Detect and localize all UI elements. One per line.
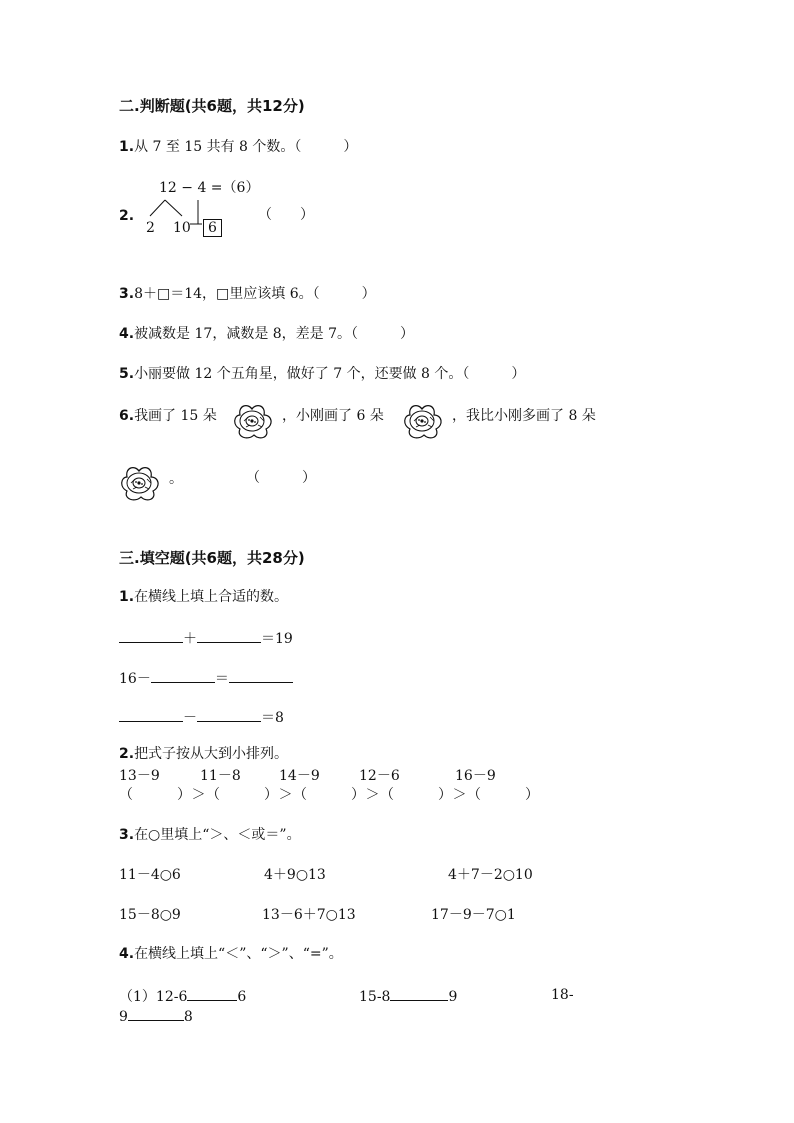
- answer-blank[interactable]: [390, 986, 448, 1001]
- question-text-part3: ，我比小刚多画了 8 朵: [452, 408, 596, 424]
- equation-line-1: ＋ ＝19: [119, 628, 293, 648]
- judge-question-4: [119, 325, 414, 343]
- section-title: 三.填空题(共6题，共28分): [119, 549, 305, 567]
- question-text: 在横线上填上合适的数。: [134, 589, 289, 605]
- judge-question-1: [119, 138, 357, 156]
- compare-item[interactable]: 13－6＋7○13: [262, 907, 356, 923]
- question-text-part1: 我画了 15 朵: [134, 408, 217, 424]
- split-left-number: 2: [146, 220, 155, 236]
- question-text: 被减数是 17，减数是 8，差是 7。（ ）: [134, 326, 415, 342]
- question-number: 6.: [119, 408, 135, 424]
- split-right-number: 10: [173, 220, 191, 236]
- equation-line-3: － ＝8: [119, 707, 284, 727]
- question-top-expression: 12 − 4 =（6）: [159, 180, 260, 196]
- compare-item[interactable]: 11－4○6: [119, 867, 181, 883]
- question-text: 把式子按从大到小排列。: [134, 746, 289, 762]
- flower-icon: [119, 463, 165, 505]
- answer-parentheses: （ ）: [246, 470, 316, 486]
- question-text: 8＋□＝14，□里应该填 6。（ ）: [134, 286, 376, 302]
- answer-blank[interactable]: [187, 986, 237, 1001]
- question-text-part2: ，小刚画了 6 朵: [282, 408, 384, 424]
- question-number: 1.: [119, 589, 135, 605]
- question-number: 3.: [119, 827, 135, 843]
- question-number: 3.: [119, 286, 135, 302]
- compare-blank-item-1: （1）12-6 6: [119, 986, 246, 1006]
- question-number: 1.: [119, 139, 135, 155]
- question-text: 从 7 至 15 共有 8 个数。（ ）: [134, 139, 358, 155]
- expression-item: 13－9: [119, 768, 160, 784]
- compare-blank-item-3-cont: 9 8: [119, 1006, 193, 1026]
- question-number: 2.: [119, 208, 135, 224]
- compare-item[interactable]: 4＋7－2○10: [448, 867, 533, 883]
- flower-icon: [402, 401, 448, 443]
- compare-item[interactable]: 15－8○9: [119, 907, 181, 923]
- compare-blank-item-3: 18-: [551, 987, 574, 1003]
- order-answer-row[interactable]: （ ）＞（ ）＞（ ）＞（ ）＞（ ）: [119, 787, 540, 803]
- question-text: 在横线上填上“＜”、“＞”、“=”。: [134, 946, 343, 962]
- question-text: 小丽要做 12 个五角星，做好了 7 个，还要做 8 个。（ ）: [134, 366, 526, 382]
- question-number: 4.: [119, 946, 135, 962]
- expression-item: 12－6: [359, 768, 400, 784]
- judge-question-5: [119, 365, 525, 383]
- compare-item[interactable]: 4＋9○13: [264, 867, 326, 883]
- answer-blank[interactable]: [151, 668, 215, 683]
- answer-blank[interactable]: [229, 668, 293, 683]
- expression-item: 11－8: [200, 768, 241, 784]
- answer-blank[interactable]: [119, 707, 183, 722]
- answer-blank[interactable]: [197, 707, 261, 722]
- answer-parentheses: （ ）: [258, 207, 314, 223]
- answer-blank[interactable]: [119, 628, 183, 643]
- flower-icon: [232, 401, 278, 443]
- compare-blank-item-2: 15-8 9: [359, 986, 457, 1006]
- question-text: 在○里填上“＞、＜或＝”。: [134, 827, 301, 843]
- answer-blank[interactable]: [128, 1006, 184, 1021]
- section-title: 二.判断题(共6题，共12分): [119, 97, 305, 115]
- answer-blank[interactable]: [197, 628, 261, 643]
- boxed-answer: 6: [203, 219, 222, 237]
- judge-question-3: [119, 285, 376, 303]
- question-number: 5.: [119, 366, 135, 382]
- question-number: 4.: [119, 326, 135, 342]
- equation-line-2: 16－ ＝: [119, 668, 293, 688]
- expression-item: 14－9: [279, 768, 320, 784]
- expression-item: 16－9: [455, 768, 496, 784]
- compare-item[interactable]: 17－9－7○1: [431, 907, 516, 923]
- question-number: 2.: [119, 746, 135, 762]
- question-text-end: 。: [169, 471, 183, 487]
